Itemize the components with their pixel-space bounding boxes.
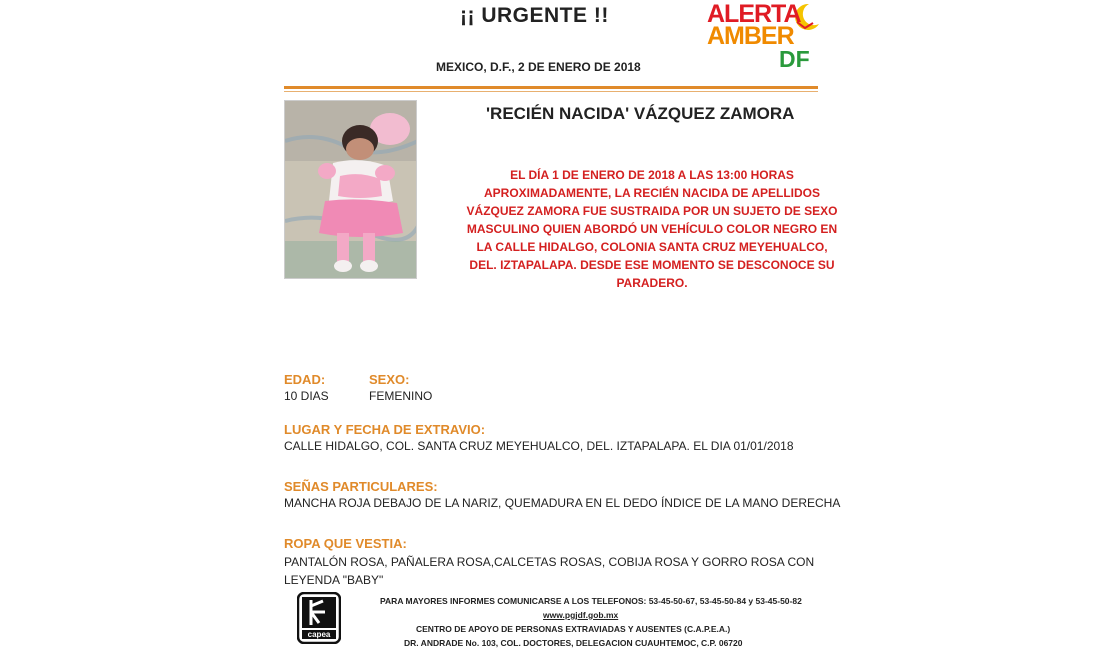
logo-word-amber: AMBER [707,22,794,50]
missing-person-name: 'RECIÉN NACIDA' VÁZQUEZ ZAMORA [486,104,795,123]
baby-photo-image [285,101,417,279]
missing-person-photo [284,100,417,279]
logo-word-alerta: ALERTA [707,0,801,28]
issue-date: MEXICO, D.F., 2 DE ENERO DE 2018 [436,60,641,74]
place-date-label: LUGAR Y FECHA DE EXTRAVIO: [284,422,486,437]
capea-logo-text: capea [307,630,331,639]
header-divider [284,86,818,89]
sex-label: SEXO: [369,372,410,387]
alerta-amber-logo [705,0,820,75]
distinguishing-marks-label: SEÑAS PARTICULARES: [284,479,438,494]
website-link[interactable]: www.pgjdf.gob.mx [543,610,619,620]
capea-logo [297,592,341,644]
sex-value: FEMENINO [369,389,433,403]
page-title: ¡¡ URGENTE !! [460,4,609,27]
place-date-value: CALLE HIDALGO, COL. SANTA CRUZ MEYEHUALCO, DEL. IZTAPALAPA. EL DIA 01/01/2018 [284,439,794,453]
age-label: EDAD: [284,372,326,387]
distinguishing-marks-value: MANCHA ROJA DEBAJO DE LA NARIZ, QUEMADURA EN EL DEDO ÍNDICE DE LA MANO DERECHA [284,496,841,510]
agency-name: CENTRO DE APOYO DE PERSONAS EXTRAVIADAS Y AUSENTES (C.A.P.E.A.) [416,624,731,634]
header-divider-thin [284,91,818,92]
clothing-value: PANTALÓN ROSA, PAÑALERA ROSA,CALCETAS ROSAS, COBIJA ROSA Y GORRO ROSA CON LEYENDA "BABY" [284,555,815,587]
agency-address: DR. ANDRADE No. 103, COL. DOCTORES, DELEGACION CUAUHTEMOC, C.P. 06720 [404,638,743,648]
clothing-label: ROPA QUE VESTIA: [284,536,407,551]
incident-description: EL DÍA 1 DE ENERO DE 2018 A LAS 13:00 HORAS APROXIMADAMENTE, LA RECIÉN NACIDA DE APELLIDOS VÁZQUEZ ZAMORA FUE SUSTRAIDA POR UN SUJETO DE SEXO MASCULINO QUIEN ABORDÓ UN VEHÍCULO COLOR NEGRO EN LA CALLE HIDALGO, COLONIA SANTA CRUZ MEYEHUALCO, DEL. IZTAPALAPA. DESDE ESE MOMENTO SE DESCONOCE SU PARADERO. [466,168,838,290]
age-value: 10 DIAS [284,389,329,403]
contact-phones: PARA MAYORES INFORMES COMUNICARSE A LOS TELEFONOS: 53-45-50-67, 53-45-50-84 y 53-45-50-82 [380,596,802,606]
logo-word-df: DF [779,46,810,72]
